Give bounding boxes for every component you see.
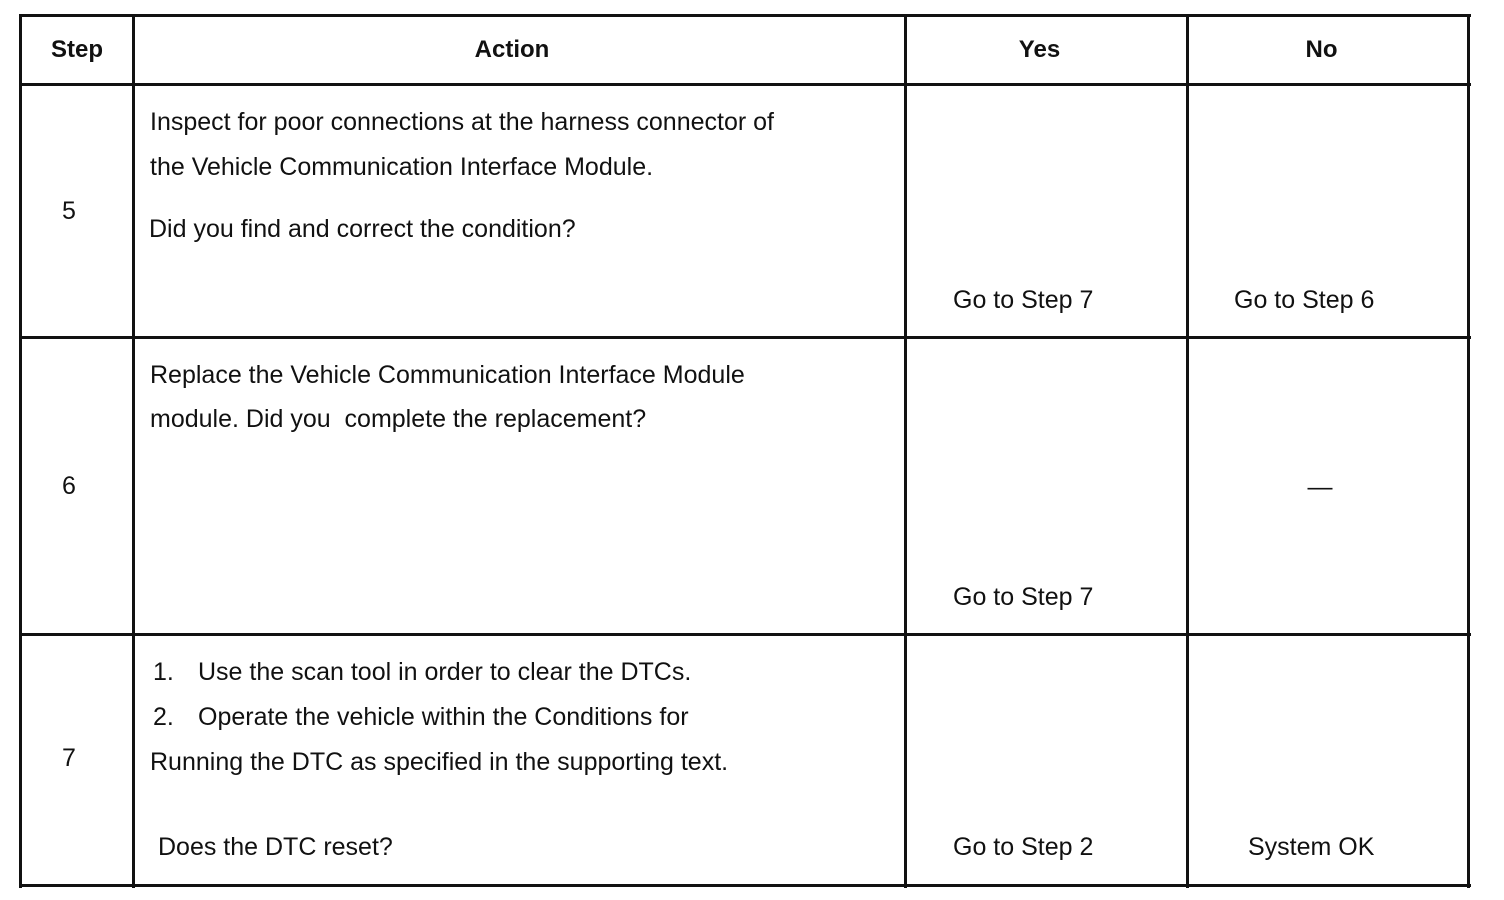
step-number: 5 <box>62 197 76 225</box>
no-result: Go to Step 6 <box>1234 286 1375 314</box>
table-column-divider <box>904 14 907 888</box>
action-text: Inspect for poor connections at the harness connector of <box>150 108 774 136</box>
action-text: the Vehicle Communication Interface Module. <box>150 153 654 181</box>
yes-result: Go to Step 7 <box>953 286 1094 314</box>
table-border-bottom <box>19 884 1471 887</box>
step-number: 6 <box>62 472 76 500</box>
table-header-divider <box>19 83 1471 86</box>
no-result: — <box>1307 473 1333 501</box>
header-step: Step <box>50 36 103 63</box>
table-column-divider <box>1186 14 1189 888</box>
list-item-number: 2. <box>153 703 174 731</box>
no-result: System OK <box>1248 833 1375 861</box>
table-border-top <box>19 14 1471 17</box>
table-border-right <box>1467 14 1470 888</box>
header-yes: Yes <box>1018 36 1061 63</box>
action-question: Did you find and correct the condition? <box>149 215 576 243</box>
table-column-divider <box>132 14 135 888</box>
header-action: Action <box>474 36 550 63</box>
yes-result: Go to Step 2 <box>953 833 1094 861</box>
list-item-text: Use the scan tool in order to clear the DTCs. <box>198 658 692 686</box>
header-no: No <box>1305 36 1338 63</box>
yes-result: Go to Step 7 <box>953 583 1094 611</box>
list-item-text: Operate the vehicle within the Conditions for <box>198 703 689 731</box>
action-text: Running the DTC as specified in the supporting text. <box>150 748 729 776</box>
action-text: Replace the Vehicle Communication Interface Module <box>150 361 745 389</box>
step-number: 7 <box>62 744 76 772</box>
table-row-divider <box>19 633 1471 636</box>
action-question: Does the DTC reset? <box>158 833 393 861</box>
action-text: module. Did you complete the replacement? <box>150 405 647 433</box>
list-item-number: 1. <box>153 658 174 686</box>
table-row-divider <box>19 336 1471 339</box>
